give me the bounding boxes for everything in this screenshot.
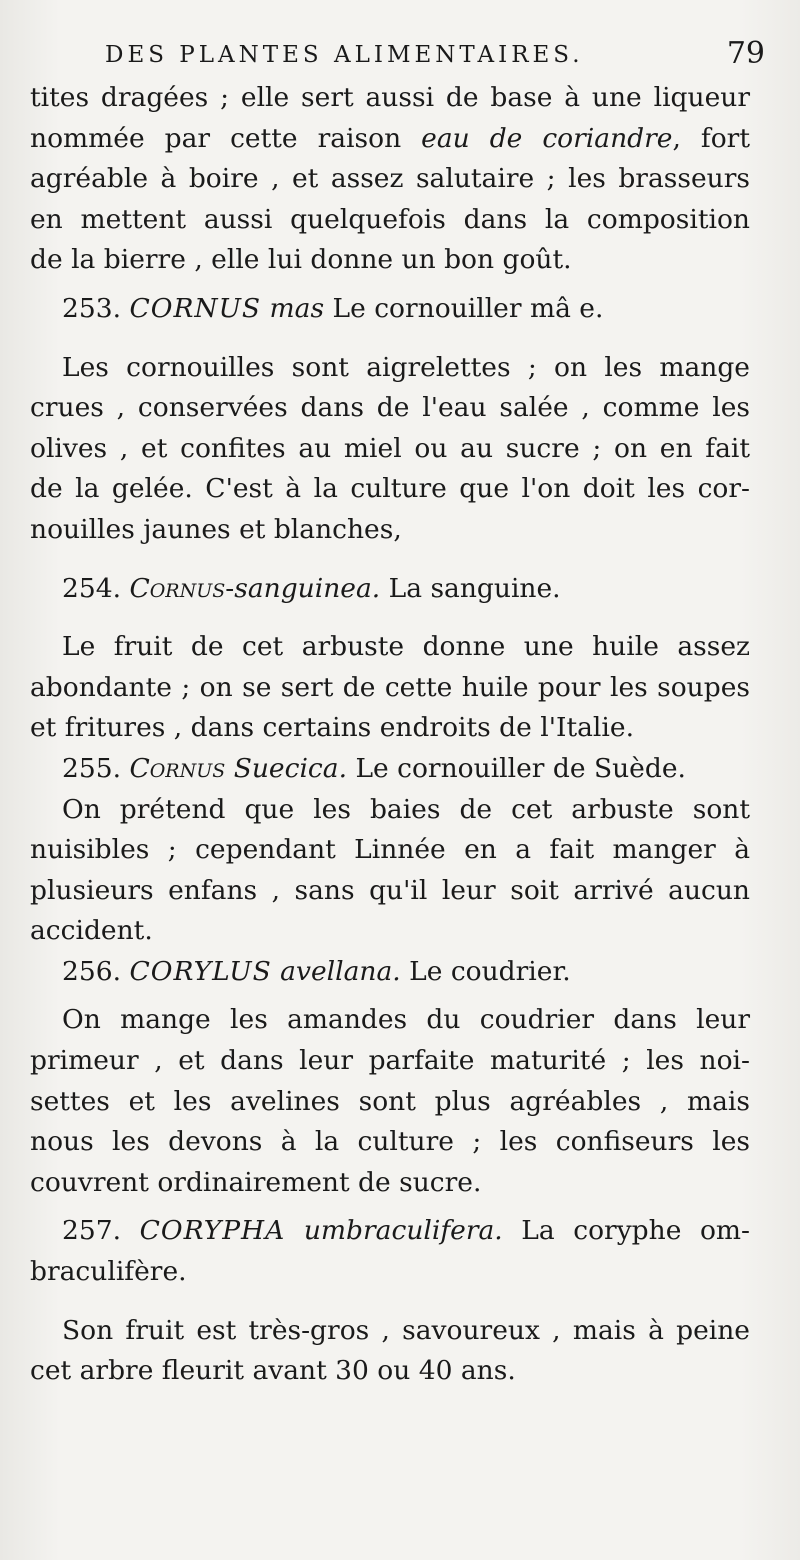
entry-heading-256: 256. CORYLUS avellana. Le coudrier. xyxy=(62,955,571,987)
text-line: et fritures , dans certains endroits de l'Italie. xyxy=(30,712,634,744)
text-line: Le fruit de cet arbuste donne une huile assez xyxy=(62,631,750,663)
text-line: de la gelée. C'est à la culture que l'on doit les cor- xyxy=(30,473,750,505)
text-line: de la bierre , elle lui donne un bon goût. xyxy=(30,244,572,276)
text-line: primeur , et dans leur parfaite maturité ; les noi- xyxy=(30,1045,750,1077)
text-line: cet arbre fleurit avant 30 ou 40 ans. xyxy=(30,1355,516,1387)
italic-term: eau de coriandre xyxy=(421,122,673,154)
text-line: Son fruit est très-gros , savoureux , mais à peine xyxy=(62,1314,750,1346)
text-line: olives , et confites au miel ou au sucre ; on en fait xyxy=(30,432,750,464)
text-line: accident. xyxy=(30,915,153,947)
text-line: On mange les amandes du coudrier dans leur xyxy=(62,1004,750,1036)
text-line: braculifère. xyxy=(30,1256,187,1288)
text-line: settes et les avelines sont plus agréables , mais xyxy=(30,1085,750,1117)
text-line: nouilles jaunes et blanches, xyxy=(30,513,402,545)
text-line: tites dragées ; elle sert aussi de base à une liqueur xyxy=(30,82,750,113)
running-title: DES PLANTES ALIMENTAIRES. xyxy=(105,42,584,68)
entry-heading-254: 254. Cornus-sanguinea. La sanguine. xyxy=(62,572,561,604)
page-number: 79 xyxy=(726,36,765,71)
text-line: Les cornouilles sont aigrelettes ; on les mange xyxy=(62,351,750,383)
text-line: en mettent aussi quelquefois dans la composition xyxy=(30,203,750,235)
text-line: plusieurs enfans , sans qu'il leur soit arrivé aucun xyxy=(30,874,750,906)
text-line: nommée par cette raison eau de coriandre, fort xyxy=(30,122,750,154)
entry-heading-255: 255. Cornus Suecica. Le cornouiller de Suède. xyxy=(62,752,686,784)
text-line: nous les devons à la culture ; les confiseurs les xyxy=(30,1126,750,1158)
entry-heading-257: 257. CORYPHA umbraculifera. La coryphe om- xyxy=(62,1215,750,1247)
text-line: couvrent ordinairement de sucre. xyxy=(30,1166,482,1198)
text-line: abondante ; on se sert de cette huile pour les soupes xyxy=(30,671,750,703)
text-line: crues , conservées dans de l'eau salée , comme les xyxy=(30,392,750,424)
text-line: On prétend que les baies de cet arbuste sont xyxy=(62,793,750,825)
text-line: nuisibles ; cependant Linnée en a fait manger à xyxy=(30,834,750,866)
entry-heading-253: 253. CORNUS mas Le cornouiller mâ e. xyxy=(62,292,604,324)
body-text xyxy=(30,78,750,1392)
text-line: agréable à boire , et assez salutaire ; les brasseurs xyxy=(30,163,750,195)
